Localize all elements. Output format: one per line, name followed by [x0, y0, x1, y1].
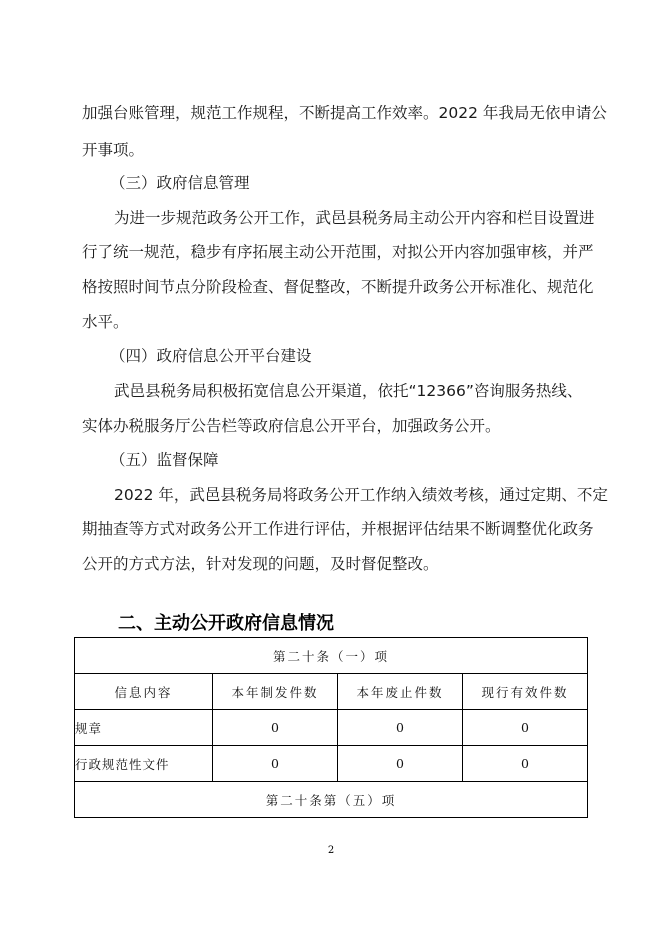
cell-issued: 0 [213, 710, 338, 746]
body-text-line: 格按照时间节点分阶段检查、督促整改，不断提升政务公开标准化、规范化 [82, 278, 594, 296]
cell-repealed: 0 [338, 746, 463, 782]
cell-issued: 0 [213, 746, 338, 782]
table-section-title: 第二十条（一）项 [75, 638, 588, 674]
body-text-line: 行了统一规范，稳步有序拓展主动公开范围，对拟公开内容加强审核，并严 [82, 243, 594, 261]
cell-repealed: 0 [338, 710, 463, 746]
table-header-row [75, 674, 588, 710]
subsection-heading: （五）监督保障 [110, 451, 219, 469]
body-text-line: 2022 年，武邑县税务局将政务公开工作纳入绩效考核，通过定期、不定 [114, 486, 608, 504]
column-header-issued: 本年制发件数 [213, 674, 338, 710]
body-text-line: 为进一步规范政务公开工作，武邑县税务局主动公开内容和栏目设置进 [114, 209, 595, 227]
body-text-line: 武邑县税务局积极拓宽信息公开渠道，依托“12366”咨询服务热线、 [114, 382, 583, 400]
subsection-heading: （四）政府信息公开平台建设 [110, 347, 312, 365]
info-disclosure-table [74, 637, 588, 818]
cell-valid: 0 [463, 710, 588, 746]
body-text-line: 开事项。 [82, 141, 145, 159]
subsection-heading: （三）政府信息管理 [110, 174, 250, 192]
body-text-line: 水平。 [82, 313, 129, 331]
body-text-line: 公开的方式方法，针对发现的问题，及时督促整改。 [82, 555, 439, 573]
table-section-title: 第二十条第（五）项 [75, 782, 588, 818]
table-section-row [75, 638, 588, 674]
section-heading: 二、主动公开政府信息情况 [118, 613, 334, 634]
column-header-repealed: 本年废止件数 [338, 674, 463, 710]
column-header-content: 信息内容 [75, 674, 213, 710]
cell-valid: 0 [463, 746, 588, 782]
body-text-line: 加强台账管理，规范工作规程，不断提高工作效率。2022 年我局无依申请公 [82, 104, 607, 122]
table-section-row [75, 782, 588, 818]
page-number: 2 [327, 845, 335, 856]
column-header-valid: 现行有效件数 [463, 674, 588, 710]
table-row [75, 746, 588, 782]
row-label: 行政规范性文件 [75, 746, 213, 782]
row-label: 规章 [75, 710, 213, 746]
table-row [75, 710, 588, 746]
body-text-line: 期抽查等方式对政务公开工作进行评估，并根据评估结果不断调整优化政务 [82, 520, 594, 538]
body-text-line: 实体办税服务厅公告栏等政府信息公开平台，加强政务公开。 [82, 417, 501, 435]
